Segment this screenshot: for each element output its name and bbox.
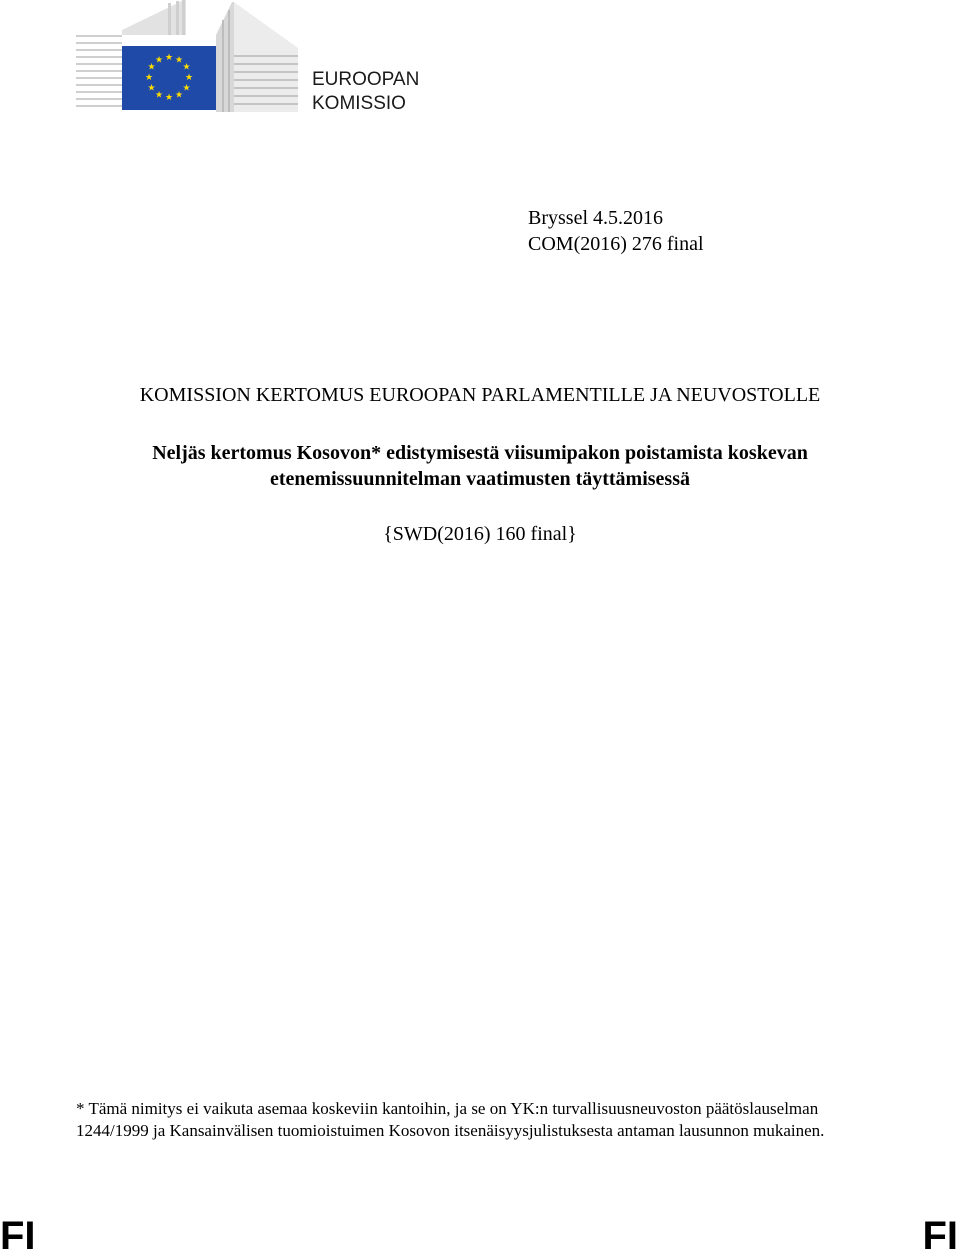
- svg-text:★: ★: [144, 73, 154, 83]
- svg-text:★: ★: [182, 83, 191, 94]
- svg-text:★: ★: [147, 62, 156, 73]
- svg-text:★: ★: [174, 90, 184, 101]
- document-subtitle: [0, 440, 960, 492]
- footnote-line-1: * Tämä nimitys ei vaikuta asemaa koskeviin kantoihin, ja se on YK:n turvallisuusneuvoston päätöslauselman: [76, 1099, 819, 1118]
- eu-flag-icon: [122, 46, 216, 110]
- org-name-line-2: KOMISSIO: [312, 93, 406, 114]
- language-code-left: FI: [0, 1214, 36, 1258]
- svg-text:★: ★: [184, 73, 194, 83]
- footnote-line-2: 1244/1999 ja Kansainvälisen tuomioistuimen Kosovon itsenäisyysjulistuksesta antaman lausunnon mukainen.: [76, 1121, 825, 1140]
- document-code: COM(2016) 276 final: [528, 233, 704, 255]
- place-date: Bryssel 4.5.2016: [528, 207, 663, 229]
- footnote: [76, 1098, 906, 1142]
- document-title: KOMISSION KERTOMUS EUROOPAN PARLAMENTILLE JA NEUVOSTOLLE: [139, 384, 821, 406]
- european-commission-logo: [76, 0, 298, 112]
- svg-text:★: ★: [164, 53, 174, 63]
- org-name-line-1: EUROOPAN: [312, 69, 420, 90]
- svg-text:★: ★: [147, 83, 156, 94]
- organization-name: [312, 68, 419, 116]
- subtitle-line-2: etenemissuunnitelman vaatimusten täyttämisessä: [270, 468, 690, 490]
- document-meta: [528, 205, 704, 257]
- svg-text:★: ★: [164, 93, 174, 103]
- svg-text:★: ★: [182, 62, 191, 73]
- subtitle-line-1: Neljäs kertomus Kosovon* edistymisestä viisumipakon poistamista koskevan: [152, 442, 808, 464]
- svg-text:★: ★: [174, 55, 184, 66]
- related-document-reference: {SWD(2016) 160 final}: [383, 523, 577, 545]
- language-code-right: FI: [922, 1214, 958, 1258]
- svg-text:★: ★: [154, 55, 164, 66]
- svg-text:★: ★: [154, 90, 164, 101]
